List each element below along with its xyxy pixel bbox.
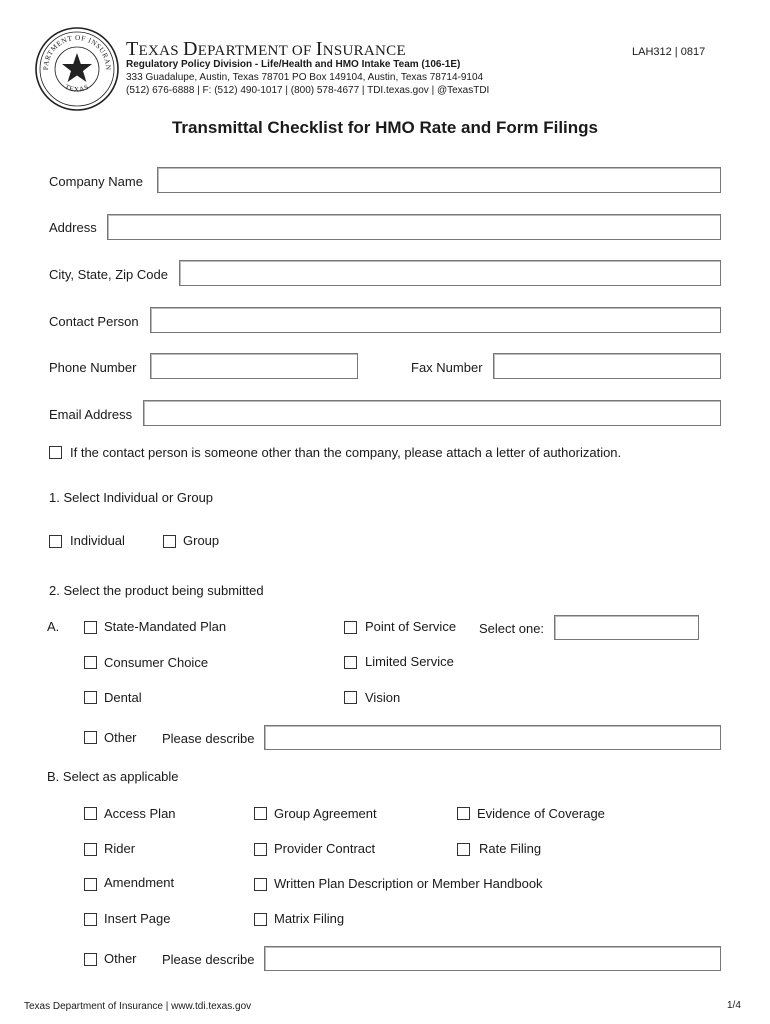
address-line: 333 Guadalupe, Austin, Texas 78701 PO Box 149104, Austin, Texas 78714-9104 bbox=[126, 72, 484, 83]
fax-number-label: Fax Number bbox=[411, 360, 483, 375]
phone-number-label: Phone Number bbox=[49, 360, 137, 375]
company-name-field[interactable] bbox=[157, 167, 721, 193]
rider-label: Rider bbox=[104, 841, 136, 856]
individual-label: Individual bbox=[70, 533, 125, 548]
provider-contract-label: Provider Contract bbox=[274, 841, 376, 856]
group-agreement-label: Group Agreement bbox=[274, 806, 377, 821]
consumer-choice-label: Consumer Choice bbox=[104, 655, 209, 670]
access-plan-checkbox[interactable] bbox=[84, 807, 97, 820]
phone-number-field[interactable] bbox=[150, 353, 358, 379]
amendment-checkbox[interactable] bbox=[84, 878, 97, 891]
company-name-label: Company Name bbox=[49, 174, 143, 189]
group-checkbox[interactable] bbox=[163, 535, 176, 548]
dental-checkbox[interactable] bbox=[84, 691, 97, 704]
rate-filing-checkbox[interactable] bbox=[457, 843, 470, 856]
seal-text-bottom: TEXAS bbox=[63, 82, 91, 94]
consumer-choice-checkbox[interactable] bbox=[84, 656, 97, 669]
fax-number-field[interactable] bbox=[493, 353, 721, 379]
evidence-of-coverage-label: Evidence of Coverage bbox=[477, 806, 605, 821]
individual-checkbox[interactable] bbox=[49, 535, 62, 548]
form-number: LAH312 | 0817 bbox=[632, 46, 706, 58]
other-applicable-describe-field[interactable] bbox=[264, 946, 721, 971]
point-of-service-select[interactable] bbox=[554, 615, 699, 640]
written-plan-checkbox[interactable] bbox=[254, 878, 267, 891]
amendment-label: Amendment bbox=[104, 875, 175, 890]
page-number: 1/4 bbox=[727, 1000, 741, 1011]
agency-name: TEXAS DEPARTMENT OF INSURANCE bbox=[126, 38, 406, 60]
city-state-zip-label: City, State, Zip Code bbox=[49, 267, 168, 282]
sectionB-heading: B. Select as applicable bbox=[47, 769, 179, 784]
footer-agency: Texas Department of Insurance | www.tdi.texas.gov bbox=[24, 1001, 252, 1012]
other-product-label: Other bbox=[104, 730, 137, 745]
dental-label: Dental bbox=[104, 690, 142, 705]
other-applicable-checkbox[interactable] bbox=[84, 953, 97, 966]
contact-person-label: Contact Person bbox=[49, 314, 139, 329]
group-label: Group bbox=[183, 533, 220, 548]
tdi-seal bbox=[34, 26, 120, 112]
insert-page-label: Insert Page bbox=[104, 911, 171, 926]
other-product-checkbox[interactable] bbox=[84, 731, 97, 744]
seal-text-top: PARTMENT OF INSURAN bbox=[41, 33, 113, 71]
vision-checkbox[interactable] bbox=[344, 691, 357, 704]
svg-text:TEXAS bbox=[63, 83, 90, 94]
insert-page-checkbox[interactable] bbox=[84, 913, 97, 926]
address-field[interactable] bbox=[107, 214, 721, 240]
other-applicable-describe-label: Please describe bbox=[162, 952, 255, 967]
matrix-filing-label: Matrix Filing bbox=[274, 911, 345, 926]
email-address-field[interactable] bbox=[143, 400, 721, 426]
group-agreement-checkbox[interactable] bbox=[254, 807, 267, 820]
section1-heading: 1. Select Individual or Group bbox=[49, 490, 214, 505]
select-one-label: Select one: bbox=[479, 621, 545, 636]
other-product-describe-field[interactable] bbox=[264, 725, 721, 750]
limited-service-checkbox[interactable] bbox=[344, 656, 357, 669]
limited-service-label: Limited Service bbox=[365, 654, 454, 669]
city-state-zip-field[interactable] bbox=[179, 260, 721, 286]
vision-label: Vision bbox=[365, 690, 401, 705]
other-applicable-label: Other bbox=[104, 951, 137, 966]
access-plan-label: Access Plan bbox=[104, 806, 176, 821]
evidence-of-coverage-checkbox[interactable] bbox=[457, 807, 470, 820]
authorization-checkbox[interactable] bbox=[49, 446, 62, 459]
contact-line: (512) 676-6888 | F: (512) 490-1017 | (800) 578-4677 | TDI.texas.gov | @TexasTDI bbox=[126, 85, 490, 96]
section2-a-label: A. bbox=[47, 619, 60, 634]
point-of-service-label: Point of Service bbox=[365, 619, 457, 634]
section2-heading: 2. Select the product being submitted bbox=[49, 583, 264, 598]
email-address-label: Email Address bbox=[49, 407, 133, 422]
division-line: Regulatory Policy Division - Life/Health and HMO Intake Team (106-1E) bbox=[126, 59, 461, 70]
authorization-note: If the contact person is someone other than the company, please attach a letter of authorization. bbox=[70, 445, 622, 460]
state-mandated-label: State-Mandated Plan bbox=[104, 619, 227, 634]
point-of-service-checkbox[interactable] bbox=[344, 621, 357, 634]
provider-contract-checkbox[interactable] bbox=[254, 843, 267, 856]
page-title: Transmittal Checklist for HMO Rate and Form Filings bbox=[171, 118, 598, 137]
state-mandated-checkbox[interactable] bbox=[84, 621, 97, 634]
rate-filing-label: Rate Filing bbox=[479, 841, 542, 856]
address-label: Address bbox=[49, 220, 97, 235]
written-plan-label: Written Plan Description or Member Handbook bbox=[274, 876, 543, 891]
matrix-filing-checkbox[interactable] bbox=[254, 913, 267, 926]
rider-checkbox[interactable] bbox=[84, 843, 97, 856]
other-product-describe-label: Please describe bbox=[162, 731, 255, 746]
contact-person-field[interactable] bbox=[150, 307, 721, 333]
